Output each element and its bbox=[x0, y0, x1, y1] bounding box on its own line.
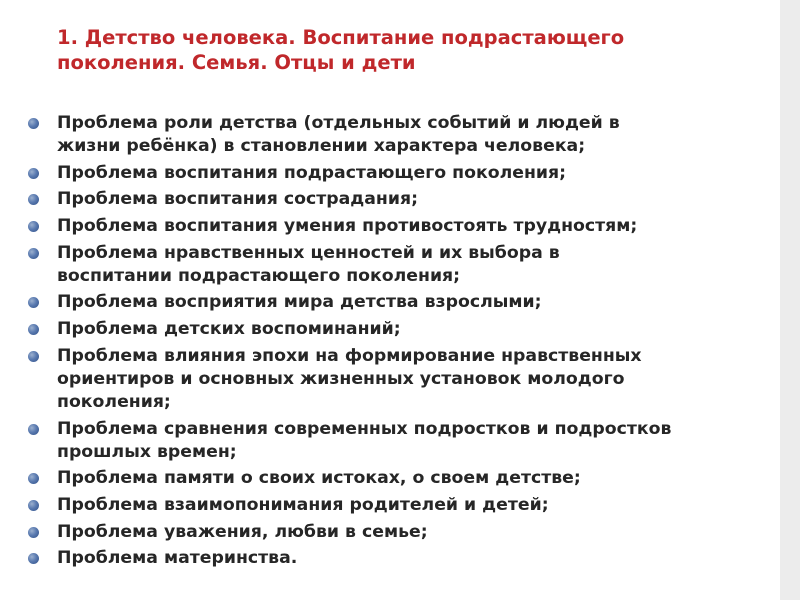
bullet-text: Проблема воспитания сострадания; bbox=[57, 189, 418, 210]
bullet-text: Проблема уважения, любви в семье; bbox=[57, 521, 428, 542]
bullet-dot-icon bbox=[28, 473, 39, 484]
bullet-text: Проблема сравнения современных подростков и подростков прошлых времен; bbox=[57, 418, 672, 462]
bullet-item bbox=[0, 162, 780, 185]
bullet-text: Проблема влияния эпохи на формирование нравственных ориентиров и основных жизненных установок молодого поколения; bbox=[57, 345, 642, 412]
bullet-text: Проблема роли детства (отдельных событий и людей в жизни ребёнка) в становлении характера человека; bbox=[57, 113, 620, 156]
bullet-item bbox=[0, 521, 780, 544]
bullet-dot-icon bbox=[28, 248, 39, 259]
bullet-dot-icon bbox=[28, 221, 39, 232]
bullet-dot-icon bbox=[28, 553, 39, 564]
bullet-text: Проблема нравственных ценностей и их выбора в воспитании подрастающего поколения; bbox=[57, 242, 560, 286]
bullet-text: Проблема детских воспоминаний; bbox=[57, 319, 401, 340]
bullet-text: Проблема воспитания подрастающего поколения; bbox=[57, 162, 567, 183]
bullet-text: Проблема воспитания умения противостоять трудностям; bbox=[57, 216, 638, 237]
bullet-item bbox=[0, 547, 780, 570]
bullet-item bbox=[0, 318, 780, 341]
bullet-item bbox=[0, 215, 780, 238]
bullet-dot-icon bbox=[28, 351, 39, 362]
bullet-dot-icon bbox=[28, 297, 39, 308]
bullet-item bbox=[0, 112, 780, 158]
bullet-list bbox=[0, 112, 780, 574]
right-edge-stripe bbox=[780, 0, 800, 600]
bullet-text: Проблема памяти о своих истоках, о своем детстве; bbox=[57, 468, 581, 489]
slide-title: 1. Детство человека. Воспитание подрастающего поколения. Семья. Отцы и дети bbox=[57, 26, 625, 74]
bullet-item bbox=[0, 188, 780, 211]
bullet-dot-icon bbox=[28, 424, 39, 435]
bullet-item bbox=[0, 345, 780, 414]
bullet-dot-icon bbox=[28, 500, 39, 511]
bullet-text: Проблема восприятия мира детства взрослыми; bbox=[57, 292, 542, 313]
bullet-text: Проблема взаимопонимания родителей и детей; bbox=[57, 494, 549, 515]
bullet-dot-icon bbox=[28, 527, 39, 538]
bullet-item bbox=[0, 291, 780, 314]
bullet-dot-icon bbox=[28, 194, 39, 205]
bullet-dot-icon bbox=[28, 118, 39, 129]
bullet-item bbox=[0, 242, 780, 288]
bullet-dot-icon bbox=[28, 324, 39, 335]
bullet-text: Проблема материнства. bbox=[57, 548, 298, 569]
bullet-dot-icon bbox=[28, 168, 39, 179]
bullet-item bbox=[0, 494, 780, 517]
bullet-item bbox=[0, 418, 780, 464]
bullet-item bbox=[0, 467, 780, 490]
